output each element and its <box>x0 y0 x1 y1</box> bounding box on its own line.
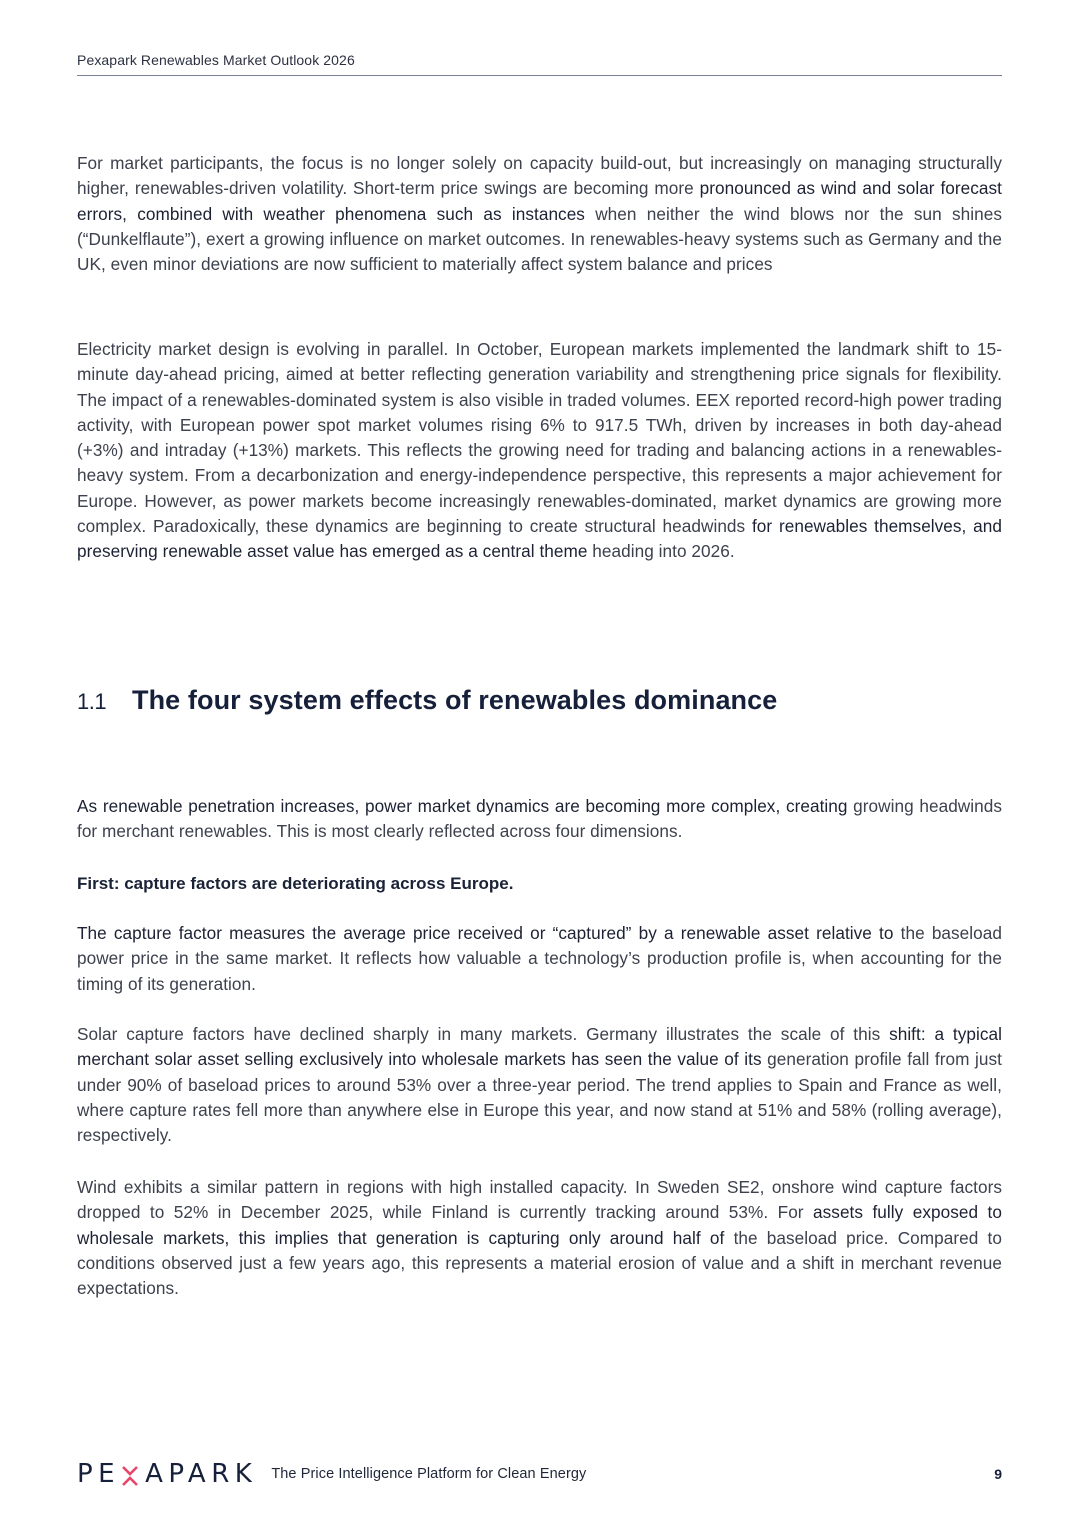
text-run: Wind exhibits a similar pattern in regions with high installed capacity. In Sweden SE2, onshore wind capture factors dropped to 52% in December 2025, while Finland is currently tracking around 53%. For <box>77 1177 1002 1223</box>
x-mark-logo-icon <box>121 1464 139 1484</box>
section-number: 1.1 <box>77 689 107 714</box>
text-run: Electricity market design is evolving in parallel. In October, European markets implemented the landmark shift to 15-minute day-ahead pricing, aimed at better reflecting generation variability and strengthening price signals for flexibility. The impact of a renewables-dominated system is also visible in traded volumes. EEX reported record-high power trading activity, with European power spot market volumes rising 6% to 917.5 TWh, driven by increases in both day-ahead (+3%) and intraday (+13%) markets. This reflects the growing need for trading and balancing actions in a renewables-heavy system. From a decarbonization and energy-independence perspective, this represents a major achievement for Europe. However, as power markets become increasingly renewables-dominated, market dynamics are growing more complex. Paradoxically, these dynamics are beginning to create structural headwinds <box>77 339 1002 537</box>
text-run: Solar capture factors have declined sharply in many markets. Germany illustrates the scale of this <box>77 1024 890 1044</box>
text-run-emphasis: shift: a typical merchant solar asset selling exclusively into wholesale markets has seen the value of its <box>77 1024 1002 1070</box>
text-run-emphasis: assets fully exposed to wholesale markets, this implies that generation is capturing only around half of <box>77 1202 1002 1248</box>
text-run-emphasis: pronounced as wind and solar forecast errors, combined with weather phenomena such as instances <box>77 178 1002 224</box>
logo-text-right: APARK <box>145 1459 258 1489</box>
text-run: heading into 2026. <box>587 541 735 562</box>
text-run: For market participants, the focus is no longer solely on capacity build-out, but increasingly on managing structurally higher, renewables-driven volatility. Short-term price swings are becoming more <box>77 153 1002 199</box>
text-run: the baseload power price in the same market. It reflects how valuable a technology’s production profile is, when accounting for the timing of its generation. <box>77 923 1002 994</box>
paragraph-wind-capture <box>77 1175 1002 1301</box>
text-run: growing headwinds for merchant renewables. This is most clearly reflected across four dimensions. <box>77 796 1002 842</box>
text-run: the baseload price. Compared to conditions observed just a few years ago, this represents a material erosion of value and a shift in merchant revenue expectations. <box>77 1227 1002 1299</box>
paragraph-capture-factor-definition <box>77 921 1002 997</box>
paragraph-intro-dimensions <box>77 794 1002 845</box>
subheading-capture-factors: First: capture factors are deteriorating across Europe. <box>77 874 514 893</box>
text-run-emphasis: The capture factor measures the average price received or “captured” by a renewable asset relative to <box>77 923 894 943</box>
document-title: Pexapark Renewables Market Outlook 2026 <box>77 52 355 68</box>
paragraph-market-design <box>77 337 1002 565</box>
section-heading <box>77 685 777 716</box>
pexapark-logo <box>77 1460 257 1488</box>
paragraph-market-participants <box>77 151 1002 277</box>
page-number: 9 <box>994 1466 1002 1482</box>
paragraph-solar-capture <box>77 1022 1002 1148</box>
text-run: when neither the wind blows nor the sun shines (“Dunkelflaute”), exert a growing influence on market outcomes. In renewables-heavy systems such as Germany and the UK, even minor deviations are now sufficient to materially affect system balance and prices <box>77 203 1002 275</box>
text-run: generation profile fall from just under 90% of baseload prices to around 53% over a three-year period. The trend applies to Spain and France as well, where capture rates fell more than anywhere else in Europe this year, and now stand at 51% and 58% (rolling average), respectively. <box>77 1049 1002 1146</box>
footer-tagline: The Price Intelligence Platform for Clean Energy <box>271 1466 587 1482</box>
section-title: The four system effects of renewables dominance <box>132 685 778 715</box>
page-header <box>77 52 1002 76</box>
logo-text-left: PE <box>77 1459 121 1489</box>
text-run-emphasis: As renewable penetration increases, power market dynamics are becoming more complex, creating <box>77 796 848 816</box>
text-run-emphasis: for renewables themselves, and preserving renewable asset value has emerged as a central theme <box>77 516 1002 562</box>
page-footer <box>77 1459 1002 1489</box>
